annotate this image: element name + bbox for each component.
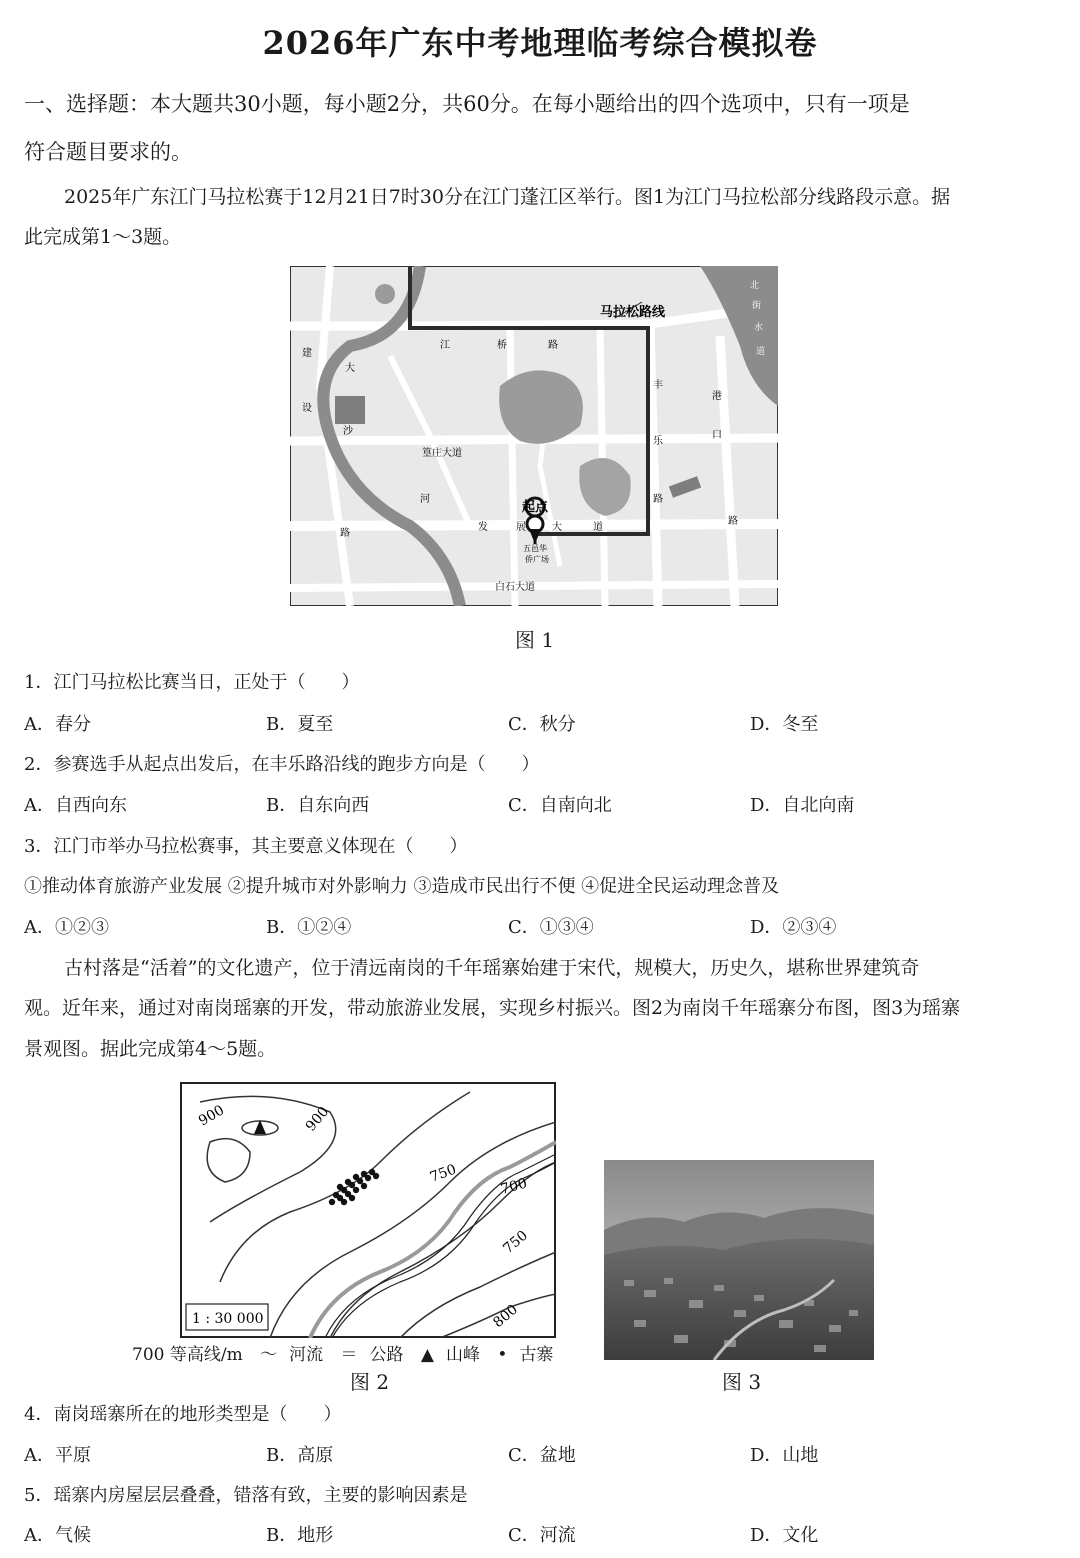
legend-road-icon: ＝ <box>340 1345 358 1365</box>
question-3-option-d: D．②③④ <box>750 917 837 938</box>
contour-label-750b: 750 <box>500 1227 532 1258</box>
intro2-line3: 景观图。据此完成第4～5题。 <box>24 1038 277 1060</box>
figure2-caption: 图 2 <box>350 1370 390 1394</box>
square-label-2: 侨广场 <box>525 555 549 564</box>
question-1-option-d: D．冬至 <box>750 714 819 735</box>
question-5-option-b: B．地形 <box>266 1525 334 1546</box>
question-4-option-a: A．平原 <box>24 1445 91 1466</box>
contour-label-800: 800 <box>490 1301 522 1332</box>
section-heading-line1: 一、选择题：本大题共30小题，每小题2分，共60分。在每小题给出的四个选项中，只有一项是 <box>24 92 910 116</box>
contour-label-900b: 900 <box>302 1103 333 1135</box>
map-scale: 1 : 30 000 <box>192 1311 264 1327</box>
road-label-baishi: 白石大道 <box>495 582 535 593</box>
question-5-option-a: A．气候 <box>24 1525 91 1546</box>
legend-village: 古寨 <box>519 1345 554 1365</box>
yao-village-contour-map <box>180 1082 556 1338</box>
route-label: 马拉松路线 <box>600 305 666 320</box>
question-4-option-b: B．高原 <box>266 1445 334 1466</box>
contour-label-750a: 750 <box>427 1161 459 1186</box>
legend-contour: 700 等高线/m <box>132 1345 243 1365</box>
intro1-line2: 此完成第1～3题。 <box>24 226 182 248</box>
question-2-option-c: C．自南向北 <box>508 795 612 816</box>
road-label-jian: 建 <box>302 348 312 359</box>
road-label-he-lu: 路 <box>340 528 350 539</box>
question-1-option-a: A．春分 <box>24 714 91 735</box>
yao-village-landscape-photo <box>604 1160 874 1360</box>
contour-label-900a: 900 <box>196 1102 228 1130</box>
figure2-legend <box>132 1340 565 1365</box>
river-label-3: 水 <box>754 323 764 333</box>
legend-river: 河流 <box>289 1345 324 1365</box>
question-3-statements: ①推动体育旅游产业发展 ②提升城市对外影响力 ③造成市民出行不便 ④促进全民运动理念普及 <box>24 876 780 897</box>
road-label-she: 设 <box>302 403 312 414</box>
question-2-option-a: A．自西向东 <box>24 795 127 816</box>
intro1-line1: 2025年广东江门马拉松赛于12月21日7时30分在江门蓬江区举行。图1为江门马拉松部分线路段示意。据 <box>64 186 951 208</box>
intro2-line1: 古村落是“活着”的文化遗产，位于清远南岗的千年瑶寨始建于宋代，规模大，历史久，堪称世界建筑奇 <box>64 957 920 979</box>
question-1-option-c: C．秋分 <box>508 714 576 735</box>
road-label-fazhan-4: 道 <box>593 522 603 533</box>
figure1-caption: 图 1 <box>515 628 555 652</box>
road-label-jiangqiao-3: 路 <box>548 340 558 351</box>
road-label-jiangqiao-2: 桥 <box>497 340 507 351</box>
road-label-lu: 路 <box>653 494 663 505</box>
road-label-jiangqiao-1: 江 <box>440 340 450 351</box>
river-label-2: 街 <box>752 301 762 311</box>
question-3-stem: 3．江门市举办马拉松赛事，其主要意义体现在（ ） <box>24 836 468 857</box>
road-label-da: 大 <box>345 363 355 374</box>
question-5-option-c: C．河流 <box>508 1525 576 1546</box>
marathon-route-map <box>290 266 778 606</box>
road-label-feng: 丰 <box>653 380 663 391</box>
question-4-option-d: D．山地 <box>750 1445 819 1466</box>
question-3-option-b: B．①②④ <box>266 917 352 938</box>
road-label-fazhan-3: 大 <box>552 522 562 533</box>
road-label-fazhan-1: 发 <box>478 522 488 533</box>
road-label-sha: 沙 <box>343 426 353 437</box>
road-label-he: 河 <box>420 494 430 505</box>
intro2-line2: 观。近年来，通过对南岗瑶寨的开发，带动旅游业发展，实现乡村振兴。图2为南岗千年瑶寨分布图，图3为瑶寨 <box>24 997 961 1019</box>
legend-village-icon: • <box>497 1345 508 1365</box>
question-2-option-d: D．自北向南 <box>750 795 855 816</box>
question-5-stem: 5．瑶寨内房屋层层叠叠，错落有致，主要的影响因素是 <box>24 1485 468 1506</box>
question-2-option-b: B．自东向西 <box>266 795 370 816</box>
legend-peak-icon: ▲ <box>420 1345 434 1365</box>
square-label-1: 五邑华 <box>523 544 547 553</box>
legend-river-icon: ～ <box>260 1345 278 1365</box>
river-label-4: 道 <box>756 347 766 357</box>
road-label-gangkou-lu: 路 <box>728 516 738 527</box>
figure3-caption: 图 3 <box>722 1370 762 1394</box>
question-3-option-a: A．①②③ <box>24 917 109 938</box>
question-2-stem: 2．参赛选手从起点出发后，在丰乐路沿线的跑步方向是（ ） <box>24 754 540 775</box>
river-label-1: 北 <box>750 281 760 291</box>
question-1-stem: 1．江门马拉松比赛当日，正处于（ ） <box>24 672 360 693</box>
road-label-kou: 口 <box>712 430 722 441</box>
question-1-option-b: B．夏至 <box>266 714 334 735</box>
question-4-stem: 4．南岗瑶寨所在的地形类型是（ ） <box>24 1404 342 1425</box>
road-label-le: 乐 <box>653 436 663 447</box>
legend-road: 公路 <box>369 1345 404 1365</box>
section-heading-line2: 符合题目要求的。 <box>24 140 192 164</box>
page-title: 2026年广东中考地理临考综合模拟卷 <box>262 24 818 62</box>
road-label-fangzhuang: 篁庄大道 <box>422 448 462 459</box>
question-4-option-c: C．盆地 <box>508 1445 576 1466</box>
contour-label-700: 700 <box>498 1175 529 1198</box>
road-label-fazhan-2: 展 <box>516 522 526 533</box>
legend-peak: 山峰 <box>446 1345 480 1365</box>
question-5-option-d: D．文化 <box>750 1525 819 1546</box>
question-3-option-c: C．①③④ <box>508 917 594 938</box>
road-label-gang: 港 <box>712 391 722 402</box>
start-label: 起点 <box>522 500 549 515</box>
